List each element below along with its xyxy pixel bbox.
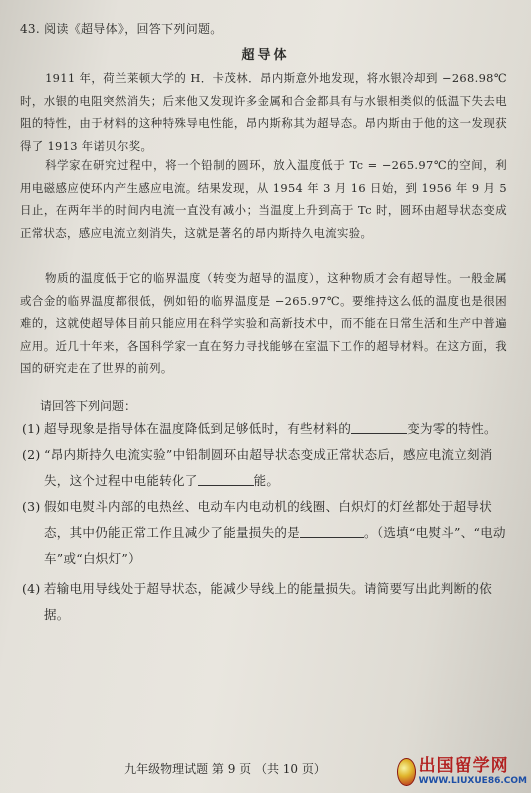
passage-paragraph-1: 1911 年，荷兰莱顿大学的 H．卡茂林．昂内斯意外地发现，将水银冷却到 −268.98℃时，水银的电阻突然消失；后来他又发现许多金属和合金都具有与水银相类似的低温下失去电阻的特性，由于材料的这种特殊导电性能，昂内斯称其为超导态。昂内斯由于他的这一发现获得了 1913 年诺贝尔奖。: [20, 71, 507, 153]
question-3: [20, 494, 507, 572]
question-number: (3): [22, 499, 41, 514]
question-number: (4): [22, 581, 41, 596]
watermark-logo: [397, 755, 527, 789]
question-number: (1): [22, 421, 41, 436]
question-text-end: 变为零的特性。: [407, 421, 497, 436]
watermark-name: 出国留学网: [418, 756, 509, 776]
answer-blank[interactable]: [198, 473, 254, 486]
question-text-end: 能。: [253, 473, 280, 488]
answer-blank[interactable]: [351, 421, 407, 434]
page-footer: 九年级物理试题 第 9 页 （共 10 页）: [124, 762, 326, 776]
questions-intro: 请回答下列问题：: [40, 399, 137, 413]
watermark-url: WWW.LIUXUE86.COM: [418, 776, 527, 786]
question-4: [20, 576, 507, 628]
passage-paragraph-3: 物质的温度低于它的临界温度（转变为超导的温度），这种物质才会有超导性。一般金属或合金的临界温度都很低，例如铅的临界温度是 −265.97℃。要维持这么低的温度也是很困难的，这就使超导体目前只能应用在科学实验和高新技术中，而不能在日常生活和生产中普遍应用。近几十年来，各国科学家一直在努力寻找能够在室温下工作的超导材料。在这方面，我国的研究走在了世界的前列。: [20, 271, 507, 376]
question-text: 若输电用导线处于超导状态，能减少导线上的能量损失。请简要写出此判断的依据。: [44, 581, 493, 622]
answer-blank[interactable]: [300, 525, 364, 538]
question-text-end: 。（选填“电熨斗”、“电动车”或“白炽灯”）: [44, 525, 506, 566]
passage-title: 超导体: [241, 48, 290, 63]
question-text: 超导现象是指导体在温度降低到足够低时，有些材料的: [44, 421, 352, 436]
question-text: 假如电熨斗内部的电热丝、电动车内电动机的线圈、白炽灯的灯丝都处于超导状态，其中仍能正常工作且减少了能量损失的是: [44, 499, 493, 540]
question-2: [20, 442, 507, 494]
question-text: “昂内斯持久电流实验”中铅制圆环由超导状态变成正常状态后，感应电流立刻消失，这个过程中电能转化了: [44, 447, 493, 488]
question-1: [20, 416, 507, 442]
passage-paragraph-2: 科学家在研究过程中，将一个铅制的圆环，放入温度低于 Tc = −265.97℃的空间，利用电磁感应使环内产生感应电流。结果发现，从 1954 年 3 月 16 日始，到 1956 年 9 月 5 日止，在两年半的时间内电流一直没有减小；当温度上升到高于 Tc 时，圆环由超导状态变成正常状态，感应电流立刻消失，这就是著名的昂内斯持久电流实验。: [20, 158, 507, 240]
question-header: 43. 阅读《超导体》，回答下列问题。: [20, 22, 223, 36]
globe-icon: [397, 758, 416, 786]
question-number: (2): [22, 447, 41, 462]
